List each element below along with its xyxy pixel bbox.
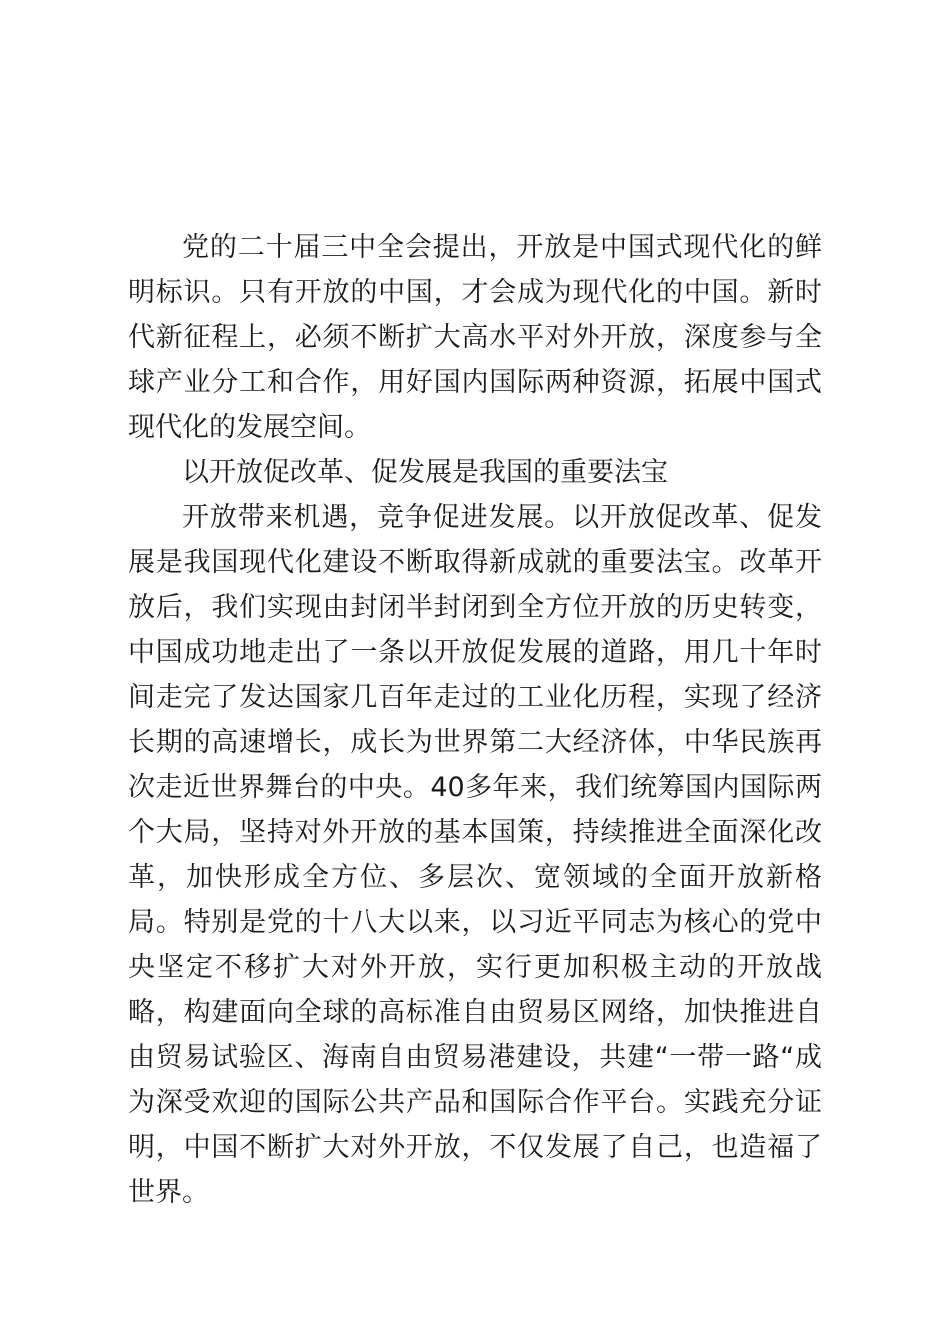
document-body bbox=[128, 225, 822, 1215]
paragraph-body: 开放带来机遇，竞争促进发展。以开放促改革、促发展是我国现代化建设不断取得新成就的重要法宝。改革开放后，我们实现由封闭半封闭到全方位开放的历史转变，中国成功地走出了一条以开放促发展的道路，用几十年时间走完了发达国家几百年走过的工业化历程，实现了经济长期的高速增长，成长为世界第二大经济体，中华民族再次走近世界舞台的中央。40多年来，我们统筹国内国际两个大局，坚持对外开放的基本国策，持续推进全面深化改革，加快形成全方位、多层次、宽领域的全面开放新格局。特别是党的十八大以来，以习近平同志为核心的党中央坚定不移扩大对外开放，实行更加积极主动的开放战略，构建面向全球的高标准自由贸易区网络，加快推进自由贸易试验区、海南自由贸易港建设，共建“一带一路“成为深受欢迎的国际公共产品和国际合作平台。实践充分证明，中国不断扩大对外开放，不仅发展了自己，也造福了世界。 bbox=[128, 502, 822, 1208]
section-heading: 以开放促改革、促发展是我国的重要法宝 bbox=[182, 457, 668, 488]
paragraph-intro: 党的二十届三中全会提出，开放是中国式现代化的鲜明标识。只有开放的中国，才会成为现代化的中国。新时代新征程上，必须不断扩大高水平对外开放，深度参与全球产业分工和合作，用好国内国际两种资源，拓展中国式现代化的发展空间。 bbox=[128, 232, 822, 443]
